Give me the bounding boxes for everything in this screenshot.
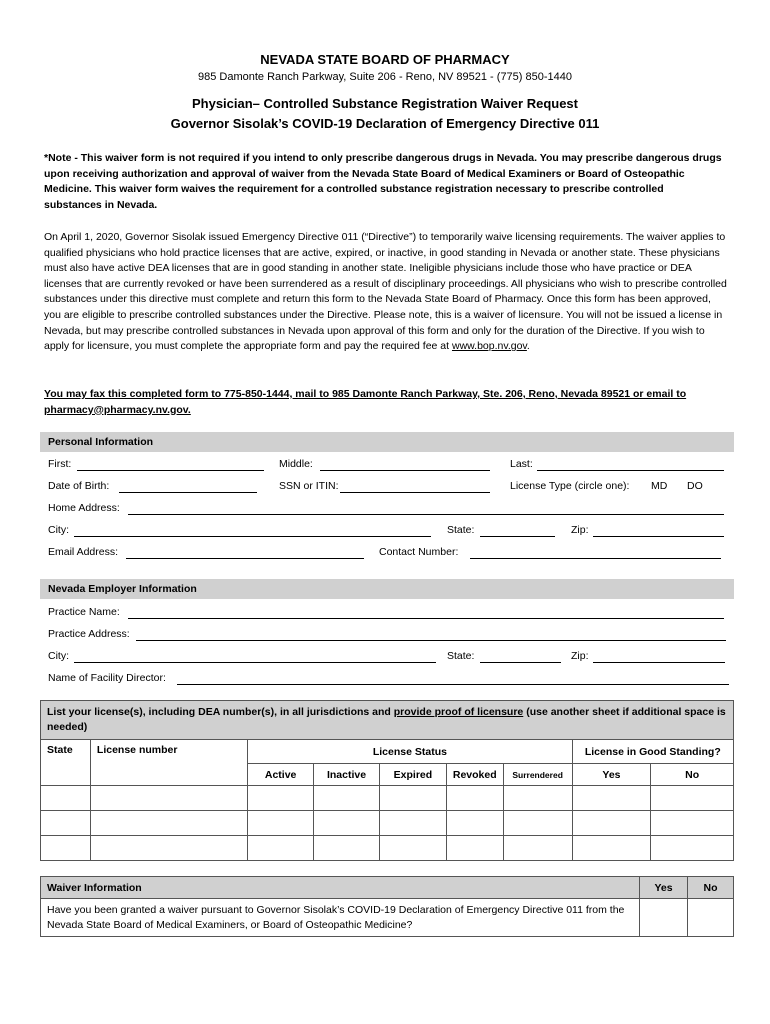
expired-cell[interactable] — [379, 786, 446, 811]
email-label: Email Address: — [48, 546, 119, 558]
license-state-cell[interactable] — [41, 786, 91, 811]
ssn-field[interactable] — [340, 492, 490, 493]
license-row — [41, 786, 734, 811]
agency-name: NEVADA STATE BOARD OF PHARMACY — [260, 52, 510, 67]
license-type-md[interactable]: MD — [651, 480, 668, 492]
license-type-do[interactable]: DO — [687, 480, 703, 492]
col-expired: Expired — [379, 764, 446, 786]
col-good-no: No — [651, 764, 734, 786]
active-cell[interactable] — [248, 811, 314, 836]
personal-info-heading: Personal Information — [40, 432, 734, 452]
good-yes-cell[interactable] — [572, 836, 651, 861]
license-row — [41, 811, 734, 836]
practice-address-field[interactable] — [136, 640, 726, 641]
employer-state-label: State: — [447, 650, 475, 662]
last-name-label: Last: — [510, 458, 533, 470]
dob-field[interactable] — [119, 492, 257, 493]
col-surrendered: Surrendered — [503, 764, 572, 786]
middle-name-label: Middle: — [279, 458, 313, 470]
state-label: State: — [447, 524, 475, 536]
license-number-cell[interactable] — [90, 811, 247, 836]
inactive-cell[interactable] — [314, 836, 380, 861]
good-no-cell[interactable] — [651, 786, 734, 811]
col-active: Active — [248, 764, 314, 786]
form-subtitle: Governor Sisolak’s COVID-19 Declaration of Emergency Directive 011 — [170, 116, 600, 131]
revoked-cell[interactable] — [446, 786, 503, 811]
ssn-label: SSN or ITIN: — [279, 480, 339, 492]
col-good-yes: Yes — [572, 764, 651, 786]
dob-label: Date of Birth: — [48, 480, 110, 492]
note-text: *Note - This waiver form is not required if you intend to only prescribe dangerous drugs in Nevada. You may prescribe dangerous drugs upon receiving authorization and approval of waiver from the Nevada State Board of Medical Examiners or Board of Osteopathic Medicine. This waiver form waives the requirement for a controlled substance registration necessary to prescribe controlled substances in Nevada. — [44, 152, 722, 211]
practice-name-label: Practice Name: — [48, 606, 120, 618]
city-label: City: — [48, 524, 69, 536]
revoked-cell[interactable] — [446, 811, 503, 836]
expired-cell[interactable] — [379, 836, 446, 861]
surrendered-cell[interactable] — [503, 836, 572, 861]
facility-director-label: Name of Facility Director: — [48, 672, 166, 684]
employer-zip-label: Zip: — [571, 650, 589, 662]
licenses-table — [40, 700, 734, 861]
contact-number-field[interactable] — [470, 558, 721, 559]
website-link[interactable]: www.bop.nv.gov — [451, 340, 527, 353]
first-name-label: First: — [48, 458, 72, 470]
employer-state-field[interactable] — [480, 662, 561, 663]
home-address-label: Home Address: — [48, 502, 120, 514]
col-license-number: License number — [90, 740, 247, 786]
expired-cell[interactable] — [379, 811, 446, 836]
employer-city-label: City: — [48, 650, 69, 662]
first-name-field[interactable] — [77, 470, 264, 471]
intro-text: On April 1, 2020, Governor Sisolak issued Emergency Directive 011 (“Directive”) to temporarily waive licensing requirements. The waiver applies to qualified physicians who hold practice licenses that are active, expired, or inactive, in good standing in Nevada or another state. These physicians must also have active DEA licenses that are in good standing in another state. Ineligible physicians include those who have practice or DEA licenses that are currently revoked or have been surrendered as a result of disciplinary proceedings. All physicians who wish to prescribe controlled substances under this directive must complete and return this form to the Nevada State Board of Pharmacy. Once this form has been approved, you are eligible to prescribe controlled substances under the Directive. Please note, this is a waiver of licensure. You will not be issued a license in Nevada, but may prescribe controlled substances in Nevada upon approval of this form and only for the duration of the Directive. If you wish to apply for licensure, you must complete the appropriate form and pay the required fee at — [44, 231, 727, 353]
waiver-yes-header: Yes — [640, 877, 688, 899]
waiver-heading: Waiver Information — [41, 877, 640, 899]
zip-label: Zip: — [571, 524, 589, 536]
license-row — [41, 836, 734, 861]
good-yes-cell[interactable] — [572, 811, 651, 836]
waiver-yes-cell[interactable] — [640, 899, 688, 937]
facility-director-field[interactable] — [177, 684, 729, 685]
intro-paragraph — [44, 230, 728, 355]
inactive-cell[interactable] — [314, 786, 380, 811]
col-license-status: License Status — [248, 740, 572, 764]
col-inactive: Inactive — [314, 764, 380, 786]
inactive-cell[interactable] — [314, 811, 380, 836]
state-field[interactable] — [480, 536, 555, 537]
active-cell[interactable] — [248, 786, 314, 811]
license-state-cell[interactable] — [41, 836, 91, 861]
licenses-heading: List your license(s), including DEA number(s), in all jurisdictions and provide proof of licensure (use another sheet if additional space is needed) — [41, 701, 734, 740]
email-field[interactable] — [126, 558, 364, 559]
col-good-standing: License in Good Standing? — [572, 740, 733, 764]
form-title: Physician– Controlled Substance Registration Waiver Request — [191, 96, 578, 111]
good-no-cell[interactable] — [651, 811, 734, 836]
license-number-cell[interactable] — [90, 836, 247, 861]
surrendered-cell[interactable] — [503, 811, 572, 836]
waiver-table — [40, 876, 734, 937]
middle-name-field[interactable] — [320, 470, 490, 471]
license-state-cell[interactable] — [41, 811, 91, 836]
employer-city-field[interactable] — [74, 662, 436, 663]
submission-instructions: You may fax this completed form to 775-850-1444, mail to 985 Damonte Ranch Parkway, Ste. 206, Reno, Nevada 89521 or email to pharmacy@pharmacy.nv.gov. — [44, 388, 687, 416]
employer-info-heading: Nevada Employer Information — [40, 579, 734, 599]
good-no-cell[interactable] — [651, 836, 734, 861]
zip-field[interactable] — [593, 536, 724, 537]
col-state: State — [41, 740, 91, 786]
waiver-no-cell[interactable] — [688, 899, 734, 937]
city-field[interactable] — [74, 536, 431, 537]
employer-zip-field[interactable] — [593, 662, 725, 663]
license-number-cell[interactable] — [90, 786, 247, 811]
waiver-question: Have you been granted a waiver pursuant to Governor Sisolak’s COVID-19 Declaration of Emergency Directive 011 from the Nevada State Board of Medical Examiners, or Board of Osteopathic Medicine? — [41, 899, 640, 937]
practice-address-label: Practice Address: — [48, 628, 130, 640]
agency-address: 985 Damonte Ranch Parkway, Suite 206 - Reno, NV 89521 - (775) 850-1440 — [197, 71, 573, 83]
col-revoked: Revoked — [446, 764, 503, 786]
active-cell[interactable] — [248, 836, 314, 861]
contact-number-label: Contact Number: — [379, 546, 459, 558]
good-yes-cell[interactable] — [572, 786, 651, 811]
practice-name-field[interactable] — [128, 618, 724, 619]
revoked-cell[interactable] — [446, 836, 503, 861]
home-address-field[interactable] — [128, 514, 724, 515]
waiver-no-header: No — [688, 877, 734, 899]
intro-end: . — [526, 340, 530, 353]
last-name-field[interactable] — [537, 470, 724, 471]
surrendered-cell[interactable] — [503, 786, 572, 811]
license-type-label: License Type (circle one): — [510, 480, 630, 492]
